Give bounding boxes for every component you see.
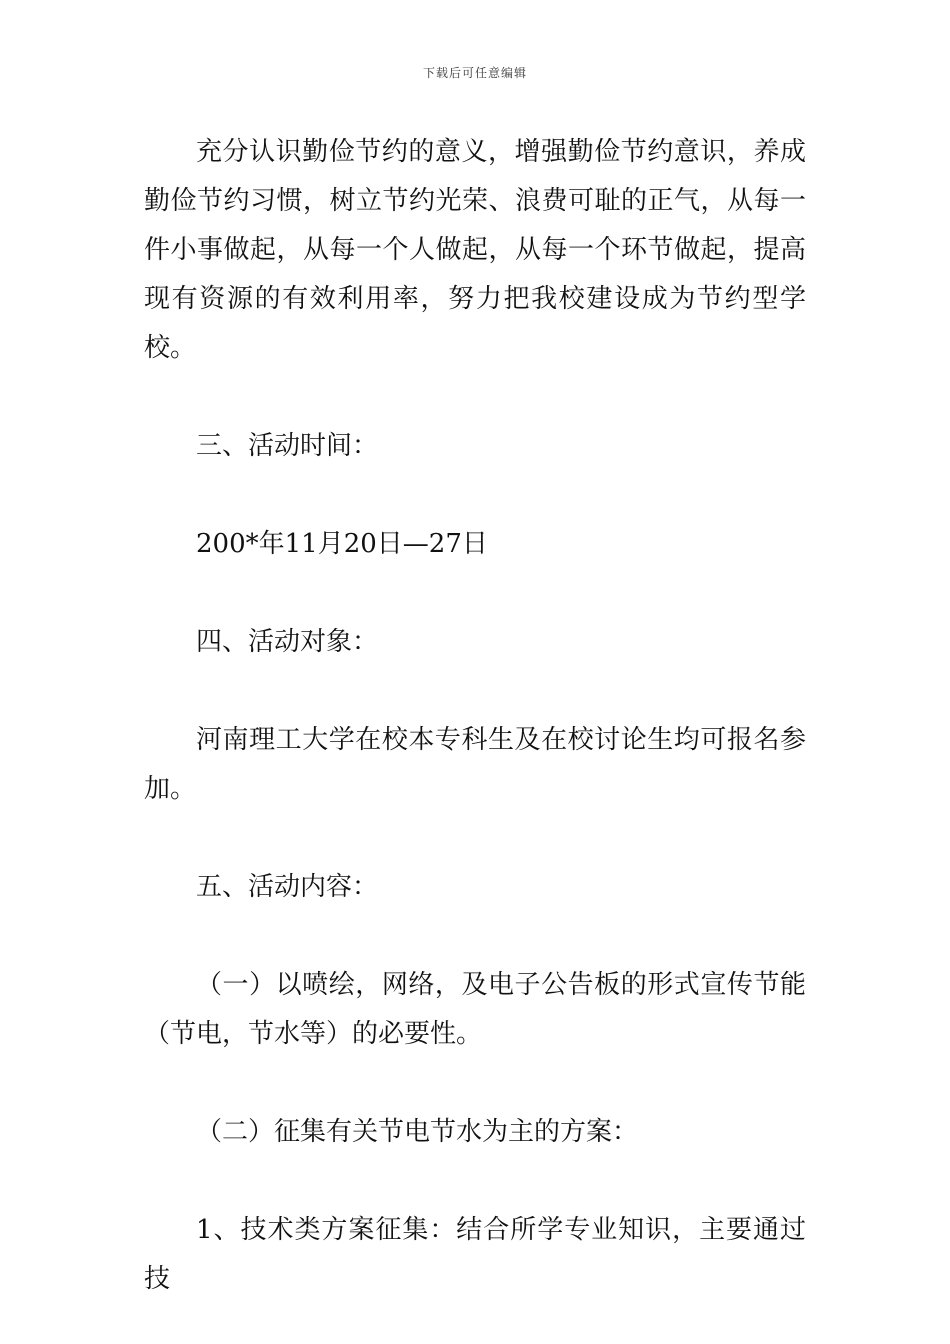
heading-activity-time: 三、活动时间： — [196, 431, 379, 461]
paragraph-content-item-2: （二）征集有关节电节水为主的方案： — [196, 1117, 639, 1147]
heading-activity-content: 五、活动内容： — [196, 872, 379, 902]
paragraph-activity-date: 200*年11月20日—27日 — [196, 529, 488, 559]
paragraph-activity-target: 河南理工大学在校本专科生及在校讨论生均可报名参加。 — [144, 725, 806, 804]
paragraph-purpose: 充分认识勤俭节约的意义，增强勤俭节约意识，养成勤俭节约习惯，树立节约光荣、浪费可耻的正气，从每一件小事做起，从每一个人做起，从每一个环节做起，提高现有资源的有效利用率，努力把我校建设成为节约型学校。 — [144, 137, 806, 363]
paragraph-technical-proposal: 1、技术类方案征集：结合所学专业知识，主要通过技 — [144, 1215, 806, 1294]
document-header-note: 下载后可任意编辑 — [422, 66, 527, 80]
heading-activity-target: 四、活动对象： — [196, 627, 379, 657]
document-body — [144, 128, 806, 1304]
paragraph-content-item-1: （一）以喷绘，网络，及电子公告板的形式宣传节能（节电，节水等）的必要性。 — [144, 970, 806, 1049]
